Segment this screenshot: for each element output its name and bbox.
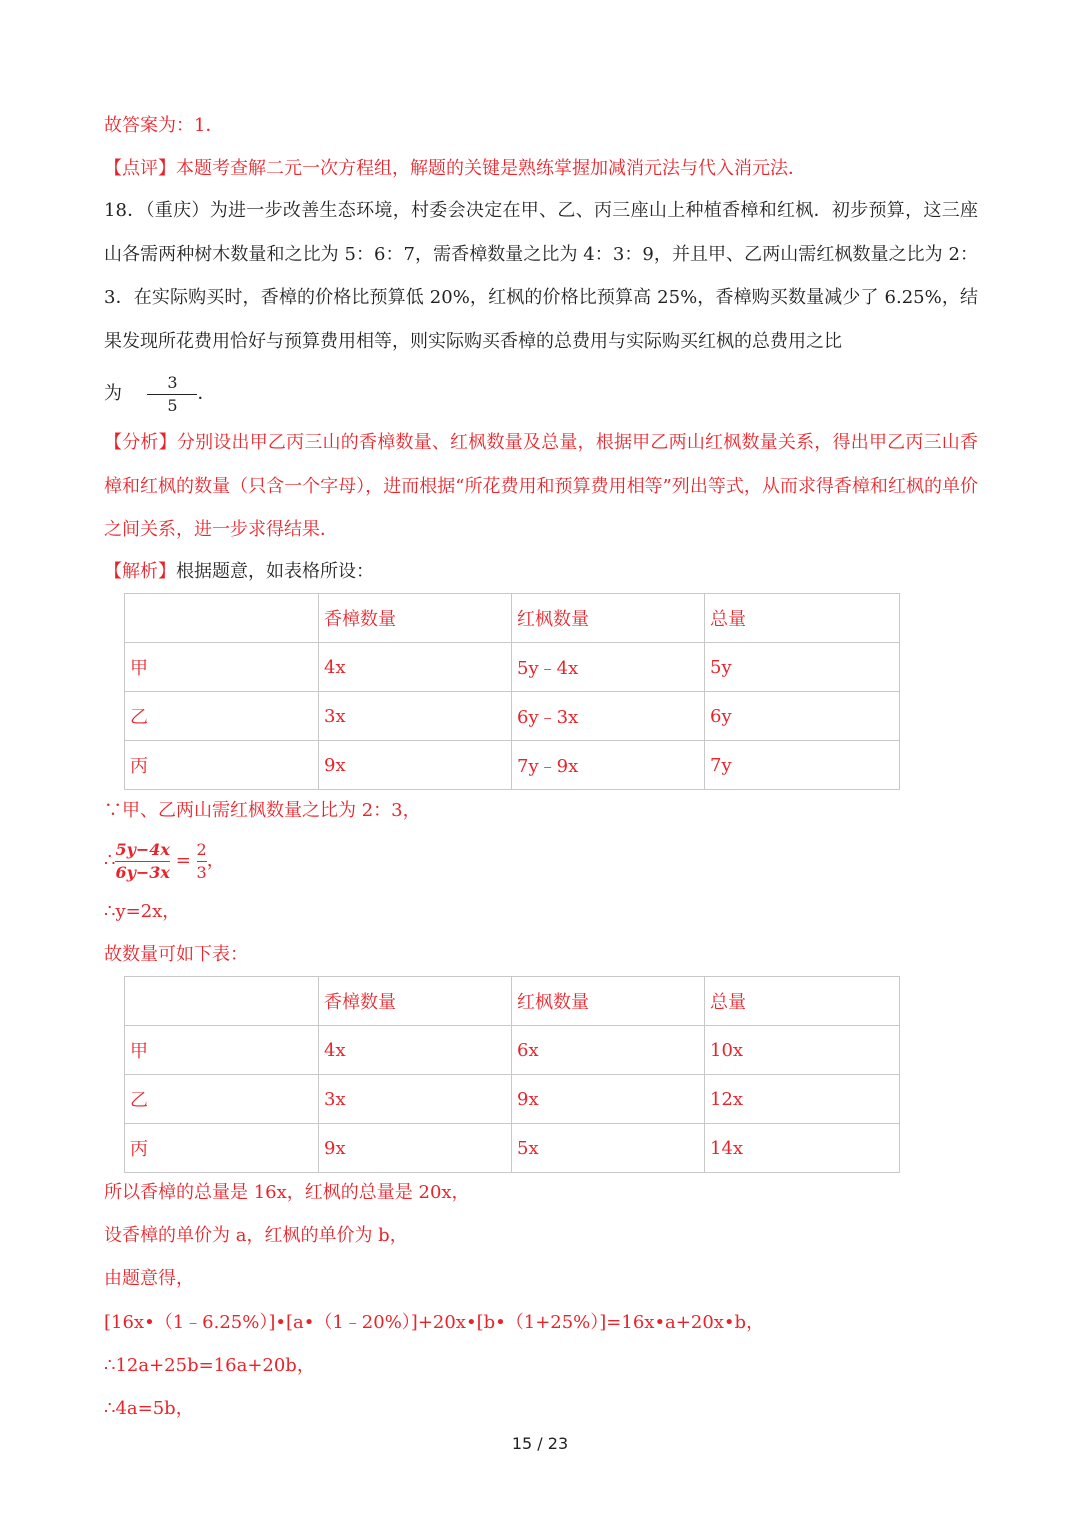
table-cell: 6y﹣3x [512,692,705,741]
quantity-table-2 [124,976,900,1173]
table-cell: 6x [512,1026,705,1075]
ratio-denominator: 6y−3x [115,862,170,882]
table-cell: 5y﹣4x [512,643,705,692]
quantity-table-1 [124,593,900,790]
table-cell: 9x [512,1075,705,1124]
answer-fraction [147,373,197,416]
solution-text: 根据题意，如表格所设： [176,561,374,582]
table-cell: 甲 [125,1026,319,1075]
ratio-right-denominator: 3 [196,862,207,882]
table-row [125,692,900,741]
table-cell: 丙 [125,741,319,790]
analysis-tag: 【分析】 [104,432,177,453]
table-cell: 乙 [125,692,319,741]
equation-y: ∴y=2x， [104,901,181,922]
ratio-right-numerator: 2 [196,839,207,859]
table-cell: 6y [705,692,900,741]
table-header-cell: 总量 [705,977,900,1026]
table-cell: 14x [705,1124,900,1173]
table-cell: 5x [512,1124,705,1173]
table-cell: 12x [705,1075,900,1124]
ratio-fraction-left [115,840,170,883]
table-cell: 3x [319,1075,512,1124]
solution-step-4: [16x•（1﹣6.25%）]•[a•（1﹣20%）]+20x•[b•（1+25%）]=16x•a+20x•b， [104,1312,765,1333]
comment-text: 本题考查解二元一次方程组，解题的关键是熟练掌握加减消元法与代入消元法． [176,158,806,179]
table-header-cell: 红枫数量 [512,977,705,1026]
analysis-text [104,421,978,552]
comment-line [104,157,978,181]
table-cell: 5y [705,643,900,692]
answer-numerator: 3 [167,372,178,392]
problem-answer-line [104,372,978,416]
solution-tag: 【解析】 [104,561,176,582]
table-row [125,1026,900,1075]
table-cell: 乙 [125,1075,319,1124]
equals-sign: = [175,850,191,871]
table-cell: 丙 [125,1124,319,1173]
table-row [125,741,900,790]
table-row [125,643,900,692]
solution-step-3: 由题意得， [104,1268,194,1289]
therefore-symbol: ∴ [104,850,116,871]
solution-step-1: 所以香樟的总量是 16x，红枫的总量是 20x， [104,1182,470,1203]
equation-ratio [104,836,978,886]
analysis-body: 分别设出甲乙丙三山的香樟数量、红枫数量及总量，根据甲乙两山红枫数量关系，得出甲乙丙三山香樟和红枫的数量（只含一个字母），进而根据“所花费用和预算费用相等”列出等式，从而求得香樟和红枫的单价之间关系，进一步求得结果． [104,432,979,540]
ratio-suffix: ， [206,850,225,871]
table-cell: 7y [705,741,900,790]
ratio-numerator: 5y−4x [115,839,170,859]
table-cell: 9x [319,1124,512,1173]
table-header-cell [125,594,319,643]
solution-line [104,560,978,584]
table-header-cell: 红枫数量 [512,594,705,643]
table-header-row [125,977,900,1026]
table-header-cell: 香樟数量 [319,977,512,1026]
table-header-cell: 总量 [705,594,900,643]
solution-step-2: 设香樟的单价为 a，红枫的单价为 b， [104,1225,408,1246]
table-cell: 3x [319,692,512,741]
table-row [125,1124,900,1173]
so-table-line: 故数量可如下表： [104,944,248,965]
answer-denominator: 5 [167,395,178,415]
table-cell: 10x [705,1026,900,1075]
answer-line: 故答案为：1． [104,115,224,136]
solution-step-5: ∴12a+25b=16a+20b， [104,1355,315,1376]
page-number: 15 / 23 [511,1434,569,1453]
table-cell: 4x [319,1026,512,1075]
table-row [125,1075,900,1124]
table-cell: 7y﹣9x [512,741,705,790]
table-cell: 9x [319,741,512,790]
comment-tag: 【点评】 [104,158,176,179]
table-cell: 4x [319,643,512,692]
table-cell: 甲 [125,643,319,692]
table-header-cell [125,977,319,1026]
solution-step-6: ∴4a=5b， [104,1398,194,1419]
answer-suffix: ． [197,383,216,404]
answer-prefix: 为 [104,383,122,404]
table-header-cell: 香樟数量 [319,594,512,643]
problem-text: 18．（重庆）为进一步改善生态环境，村委会决定在甲、乙、丙三座山上种植香樟和红枫．初步预算，这三座山各需两种树木数量和之比为 5：6：7，需香樟数量之比为 4：3：9，并且甲、乙两山需红枫数量之比为 2：3．在实际购买时，香樟的价格比预算低 20%，红枫的价格比预算高 25%，香樟购买数量减少了 6.25%，结果发现所花费用恰好与预算费用相等，则实际购买香樟的总费用与实际购买红枫的总费用之比 [104,200,978,352]
because-line: ∵甲、乙两山需红枫数量之比为 2：3， [104,800,421,821]
ratio-fraction-right [197,840,207,883]
table-header-row [125,594,900,643]
